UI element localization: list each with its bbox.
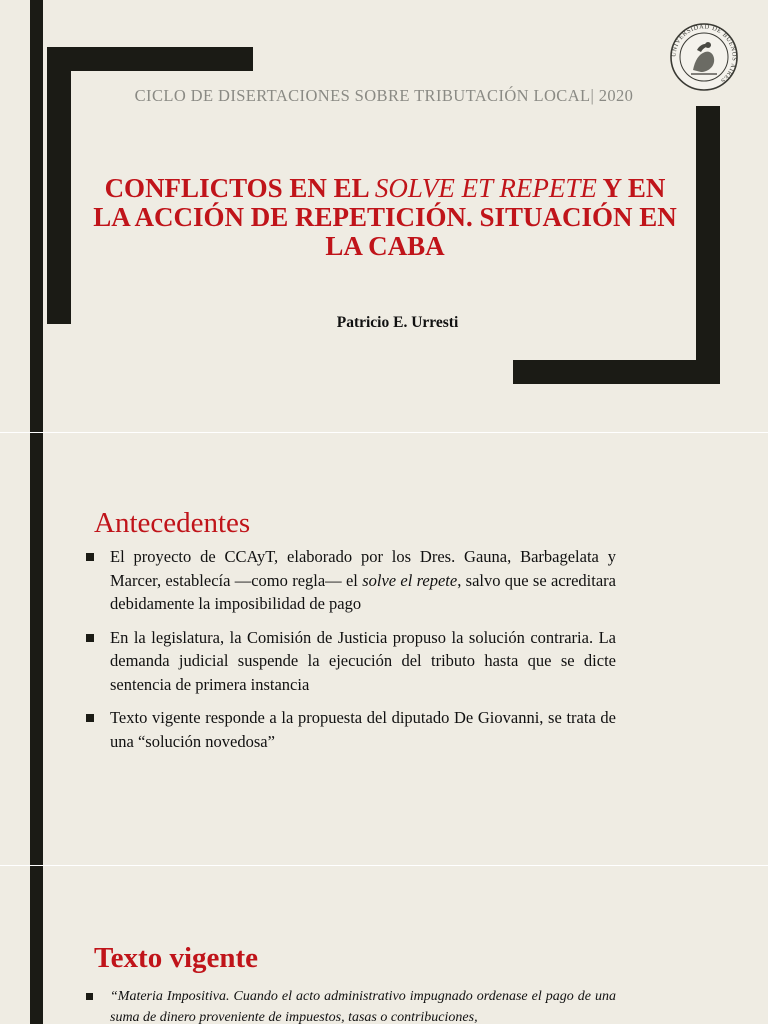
square-bullet-icon [86,634,94,642]
author-name: Patricio E. Urresti [336,314,459,331]
university-seal-logo [669,22,739,92]
corner-bracket-bottom-vertical [696,106,720,384]
vertical-bar-left [30,433,43,865]
section-heading: Texto vigente [94,942,259,974]
bullet-list [86,545,616,763]
antecedentes-slide [0,433,768,865]
svg-text:UNIVERSIDAD DE BUENOS AIRES: UNIVERSIDAD DE BUENOS AIRES [670,23,738,85]
corner-bracket-bottom-horizontal [513,360,720,384]
vertical-bar-left [30,866,43,1024]
square-bullet-icon [86,993,93,1000]
corner-bracket-top-horizontal [47,47,253,71]
title-slide [0,0,768,432]
event-header: CICLO DE DISERTACIONES SOBRE TRIBUTACIÓN LOCAL| 2020 [134,86,634,105]
list-item: “Materia Impositiva. Cuando el acto administrativo impugnado ordenase el pago de una suma de dinero proveniente de impuestos, tasas o contribuciones, [86,986,616,1024]
square-bullet-icon [86,714,94,722]
square-bullet-icon [86,553,94,561]
list-item: El proyecto de CCAyT, elaborado por los Dres. Gauna, Barbagelata y Marcer, establecía —como regla— el solve el repete, salvo que se acreditara debidamente la imposibilidad de pago [86,545,616,616]
presentation-title: CONFLICTOS EN EL SOLVE ET REPETE Y EN LA ACCIÓN DE REPETICIÓN. SITUACIÓN EN LA CABA [93,173,677,262]
list-item: Texto vigente responde a la propuesta del diputado De Giovanni, se trata de una “solución novedosa” [86,706,616,753]
list-item: En la legislatura, la Comisión de Justicia propuso la solución contraria. La demanda judicial suspende la ejecución del tributo hasta que se dicte sentencia de primera instancia [86,626,616,697]
vertical-bar-left [30,0,43,432]
bullet-list [86,986,616,1024]
texto-vigente-slide [0,866,768,1024]
section-heading: Antecedentes [94,507,251,539]
